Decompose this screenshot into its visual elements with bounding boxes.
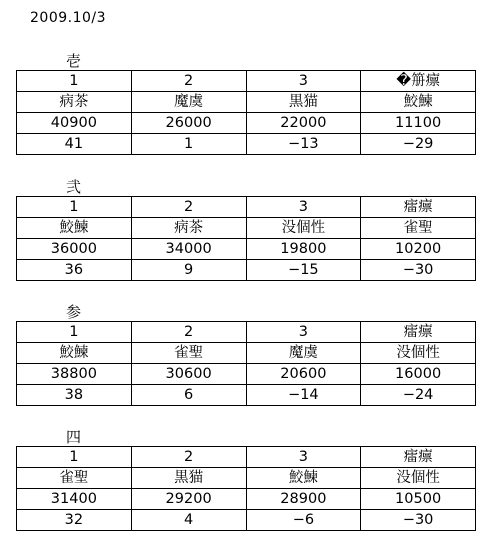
score-cell: 10200 [361, 239, 476, 260]
score-row [17, 113, 476, 134]
place-cell: 1 [17, 322, 132, 343]
player-cell: 雀聖 [361, 218, 476, 239]
score-cell: 22000 [246, 113, 361, 134]
score-cell: 19800 [246, 239, 361, 260]
player-cell: 没個性 [246, 218, 361, 239]
player-cell: 黒猫 [131, 468, 246, 489]
place-cell: 1 [17, 197, 132, 218]
points-cell: −15 [246, 260, 361, 281]
points-row [17, 385, 476, 406]
round-title: 弐 [66, 178, 82, 196]
player-row [17, 468, 476, 489]
player-row [17, 92, 476, 113]
points-cell: −13 [246, 134, 361, 155]
place-cell: 2 [131, 197, 246, 218]
place-cell: 1 [17, 447, 132, 468]
score-cell: 20600 [246, 364, 361, 385]
place-cell: 3 [246, 447, 361, 468]
score-cell: 16000 [361, 364, 476, 385]
place-cell: �笧癝 [361, 71, 476, 92]
results-table [16, 321, 476, 406]
results-table [16, 446, 476, 531]
player-cell: 病茶 [17, 92, 132, 113]
results-table [16, 196, 476, 281]
player-cell: 雀聖 [17, 468, 132, 489]
place-cell: 1 [17, 71, 132, 92]
score-cell: 36000 [17, 239, 132, 260]
place-row [17, 447, 476, 468]
points-cell: −14 [246, 385, 361, 406]
points-cell: 38 [17, 385, 132, 406]
player-cell: 魔虞 [131, 92, 246, 113]
score-row [17, 239, 476, 260]
score-cell: 11100 [361, 113, 476, 134]
score-cell: 26000 [131, 113, 246, 134]
player-cell: 黒猫 [246, 92, 361, 113]
points-cell: −30 [361, 260, 476, 281]
place-row [17, 197, 476, 218]
score-cell: 31400 [17, 489, 132, 510]
points-cell: −30 [361, 510, 476, 531]
points-row [17, 510, 476, 531]
place-cell: 3 [246, 197, 361, 218]
player-cell: 魔虞 [246, 343, 361, 364]
points-cell: 41 [17, 134, 132, 155]
player-cell: 鮫鰊 [17, 343, 132, 364]
score-cell: 38800 [17, 364, 132, 385]
score-cell: 29200 [131, 489, 246, 510]
place-row [17, 71, 476, 92]
points-cell: 1 [131, 134, 246, 155]
points-cell: 4 [131, 510, 246, 531]
player-cell: 鮫鰊 [361, 92, 476, 113]
round-title: 参 [66, 303, 82, 321]
place-cell: 3 [246, 322, 361, 343]
score-cell: 30600 [131, 364, 246, 385]
score-row [17, 489, 476, 510]
place-cell: 2 [131, 322, 246, 343]
player-cell: 鮫鰊 [17, 218, 132, 239]
round-title: 壱 [66, 52, 82, 70]
points-cell: 36 [17, 260, 132, 281]
player-cell: 没個性 [361, 468, 476, 489]
round-title: 四 [66, 428, 82, 446]
score-cell: 28900 [246, 489, 361, 510]
date-heading: 2009.10/3 [30, 10, 107, 26]
points-row [17, 134, 476, 155]
place-cell: 癗癝 [361, 447, 476, 468]
score-cell: 10500 [361, 489, 476, 510]
points-cell: −29 [361, 134, 476, 155]
player-cell: 病茶 [131, 218, 246, 239]
points-cell: 6 [131, 385, 246, 406]
player-cell: 鮫鰊 [246, 468, 361, 489]
player-cell: 没個性 [361, 343, 476, 364]
player-row [17, 343, 476, 364]
score-row [17, 364, 476, 385]
player-row [17, 218, 476, 239]
place-cell: 癗癝 [361, 197, 476, 218]
points-cell: −24 [361, 385, 476, 406]
points-cell: 32 [17, 510, 132, 531]
place-cell: 2 [131, 71, 246, 92]
place-row [17, 322, 476, 343]
place-cell: 癗癝 [361, 322, 476, 343]
points-row [17, 260, 476, 281]
player-cell: 雀聖 [131, 343, 246, 364]
score-cell: 34000 [131, 239, 246, 260]
place-cell: 3 [246, 71, 361, 92]
place-cell: 2 [131, 447, 246, 468]
results-table [16, 70, 476, 155]
score-cell: 40900 [17, 113, 132, 134]
points-cell: 9 [131, 260, 246, 281]
points-cell: −6 [246, 510, 361, 531]
